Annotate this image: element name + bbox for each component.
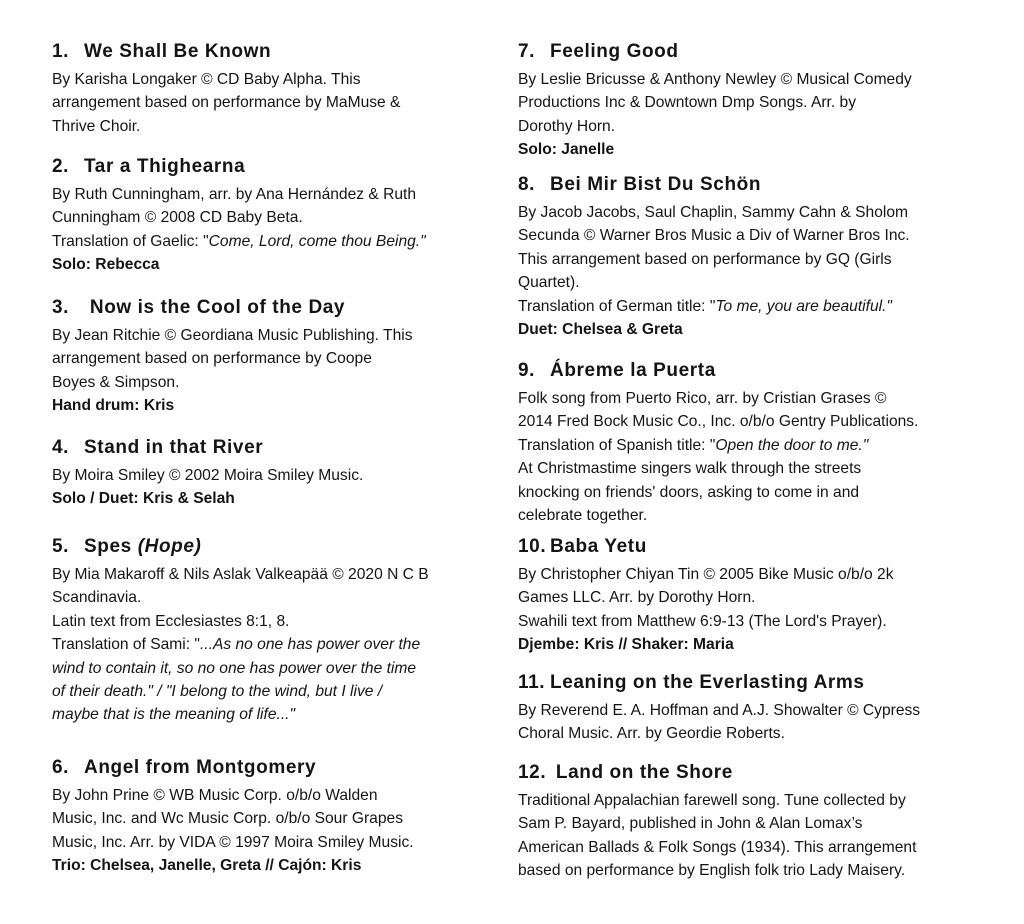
song-entry (52, 40, 492, 138)
credit-text: By John Prine © WB Music Corp. o/b/o Walden (52, 787, 378, 804)
credit-text: celebrate together. (518, 507, 648, 525)
credit-line (52, 633, 492, 656)
credit-line (518, 410, 988, 433)
credit-line (52, 371, 492, 394)
track-title: Now is the Cool of the Day (84, 297, 346, 318)
credit-text: based on performance by English folk trio Lady Maisery. (518, 862, 906, 880)
translation-text: Come, Lord, come thou Being." (208, 232, 426, 250)
song-title (518, 761, 988, 785)
credit-line (518, 699, 988, 722)
credit-line (518, 812, 988, 835)
track-number: 11. (518, 672, 546, 693)
track-title: Angel from Montgomery (84, 757, 317, 778)
credit-text: Scandinavia. (52, 589, 142, 607)
credit-text: arrangement based on performance by Coope (52, 350, 372, 368)
credit-line (52, 324, 492, 347)
credit-line (518, 201, 988, 224)
credit-line (52, 831, 492, 854)
credit-line (52, 586, 492, 609)
song-entry (518, 671, 988, 746)
performers: Duet: Chelsea & Greta (518, 321, 683, 339)
credit-line (518, 224, 988, 247)
credit-text: Cunningham © 2008 CD Baby Beta. (52, 209, 303, 227)
credit-text: At Christmastime singers walk through the streets (518, 460, 862, 478)
credit-text: By Moira Smiley © 2002 Moira Smiley Music. (52, 467, 364, 484)
credit-text: knocking on friends' doors, asking to come in and (518, 483, 860, 501)
track-number: 10. (518, 536, 547, 557)
credit-line (518, 586, 988, 609)
credit-text: Translation of Spanish title: " (518, 436, 716, 454)
song-title (52, 155, 492, 179)
credit-text: By Jacob Jacobs, Saul Chaplin, Sammy Cahn & Sholom (518, 204, 909, 221)
credit-line (52, 183, 492, 206)
track-number: 7. (518, 41, 536, 62)
song-entry (52, 535, 492, 727)
credit-text: Boyes & Simpson. (52, 373, 180, 391)
credit-text: arrangement based on performance by MaMuse & (52, 94, 401, 112)
credit-line (52, 464, 492, 487)
track-title: Leaning on the Everlasting Arms (550, 672, 865, 693)
credit-line (52, 91, 492, 114)
credit-text: Swahili text from Matthew 6:9-13 (The Lord's Prayer). (518, 612, 887, 630)
credit-line (518, 271, 988, 294)
song-entry (52, 155, 492, 277)
credit-line (52, 563, 492, 586)
track-title: Tar a Thighearna (84, 156, 246, 177)
credit-line (518, 295, 988, 318)
track-number: 9. (518, 360, 536, 381)
credit-text: 2014 Fred Bock Music Co., Inc. o/b/o Gentry Publications. (518, 413, 919, 431)
song-title (52, 296, 492, 320)
credit-line (518, 387, 988, 410)
credit-line (518, 610, 988, 633)
credit-line (518, 68, 988, 91)
song-title (518, 173, 988, 197)
song-title (52, 40, 492, 64)
song-title (518, 40, 988, 64)
song-entry (518, 359, 988, 527)
credit-line (518, 248, 988, 271)
credit-text: By Ruth Cunningham, arr. by Ana Hernández & Ruth (52, 186, 417, 203)
credit-line (52, 115, 492, 138)
credit-text: Translation of Gaelic: " (52, 232, 209, 250)
translation-text: ...As no one has power over the (199, 636, 421, 654)
translation-text: of their death." / "I belong to the wind, but I live / (52, 683, 383, 701)
credit-text: Sam P. Bayard, published in John & Alan Lomax’s (518, 815, 863, 833)
song-entry (52, 296, 492, 418)
credit-line (518, 434, 988, 457)
track-number: 2. (52, 156, 70, 177)
credit-text: American Ballads & Folk Songs (1934). This arrangement (518, 838, 917, 856)
song-title (518, 359, 988, 383)
credit-text: Dorothy Horn. (518, 117, 616, 135)
track-number: 6. (52, 757, 70, 778)
credit-line (518, 722, 988, 745)
credit-text: By Leslie Bricusse & Anthony Newley © Musical Comedy (518, 71, 912, 88)
credit-text: Productions Inc & Downtown Dmp Songs. Arr. by (518, 94, 857, 112)
credit-line (52, 68, 492, 91)
track-title: Stand in that River (84, 437, 264, 458)
translation-text: Open the door to me." (715, 436, 869, 454)
credit-line (52, 784, 492, 807)
credit-line (52, 347, 492, 370)
song-title (52, 436, 492, 460)
performers: Trio: Chelsea, Janelle, Greta // Cajón: Kris (52, 857, 362, 875)
translation-text: wind to contain it, so no one has power over the time (52, 659, 417, 677)
credit-text: By Karisha Longaker © CD Baby Alpha. This (52, 71, 361, 88)
credit-line (518, 836, 988, 859)
song-entry (52, 756, 492, 878)
track-number: 12. (518, 762, 547, 783)
performers: Djembe: Kris // Shaker: Maria (518, 636, 734, 654)
track-title: Baba Yetu (550, 536, 647, 557)
credit-line (518, 457, 988, 480)
song-entry (518, 535, 988, 657)
credit-text: Traditional Appalachian farewell song. Tune collected by (518, 792, 906, 809)
credit-text: By Mia Makaroff & Nils Aslak Valkeapää © 2020 N C B (52, 566, 429, 583)
translation-text: To me, you are beautiful." (715, 297, 892, 315)
credit-text: Music, Inc. Arr. by VIDA © 1997 Moira Smiley Music. (52, 833, 414, 851)
credit-line (518, 481, 988, 504)
credit-text: By Christopher Chiyan Tin © 2005 Bike Music o/b/o 2k (518, 566, 894, 583)
credit-text: Choral Music. Arr. by Geordie Roberts. (518, 725, 785, 743)
credit-line (518, 115, 988, 138)
credit-line (518, 789, 988, 812)
performers: Solo: Janelle (518, 141, 615, 159)
performers: Solo / Duet: Kris & Selah (52, 490, 235, 508)
song-entry (518, 173, 988, 341)
credit-line (52, 703, 492, 726)
credit-line (52, 807, 492, 830)
song-title (52, 756, 492, 780)
track-number: 4. (52, 437, 70, 458)
credit-text: This arrangement based on performance by GQ (Girls (518, 250, 892, 268)
credit-text: Folk song from Puerto Rico, arr. by Cristian Grases © (518, 390, 887, 407)
credit-text: By Reverend E. A. Hoffman and A.J. Showalter © Cypress (518, 702, 921, 719)
performers: Hand drum: Kris (52, 397, 175, 415)
track-number: 1. (52, 41, 70, 62)
credit-line (518, 91, 988, 114)
song-entry (518, 40, 988, 162)
translation-text: maybe that is the meaning of life..." (52, 706, 296, 724)
credit-line (518, 563, 988, 586)
track-title: We Shall Be Known (84, 41, 272, 62)
song-entry (52, 436, 492, 511)
track-number: 8. (518, 174, 536, 195)
credit-line (518, 859, 988, 882)
credit-text: Thrive Choir. (52, 117, 141, 135)
credit-text: Quartet). (518, 274, 580, 292)
track-title: Bei Mir Bist Du Schön (550, 174, 762, 195)
credit-text: Latin text from Ecclesiastes 8:1, 8. (52, 612, 290, 630)
performers: Solo: Rebecca (52, 256, 160, 274)
credit-line (518, 504, 988, 527)
credit-line (52, 680, 492, 703)
credit-text: Games LLC. Arr. by Dorothy Horn. (518, 589, 756, 607)
track-title: Ábreme la Puerta (550, 360, 716, 381)
track-title: Land on the Shore (550, 762, 733, 783)
credit-text: Secunda © Warner Bros Music a Div of Warner Bros Inc. (518, 227, 910, 245)
song-title (518, 535, 988, 559)
credit-text: Translation of Sami: " (52, 636, 200, 654)
track-title: Feeling Good (550, 41, 679, 62)
song-title (518, 671, 988, 695)
track-subtitle: (Hope) (137, 536, 202, 557)
track-number: 5. (52, 536, 70, 557)
track-number: 3. (52, 297, 70, 318)
credit-line (52, 206, 492, 229)
credit-line (52, 230, 492, 253)
song-entry (518, 761, 988, 883)
credit-text: Music, Inc. and Wc Music Corp. o/b/o Sour Grapes (52, 810, 403, 828)
credit-line (52, 610, 492, 633)
song-title (52, 535, 492, 559)
credit-text: By Jean Ritchie © Geordiana Music Publishing. This (52, 327, 413, 344)
track-title: Spes (84, 536, 138, 557)
credit-text: Translation of German title: " (518, 297, 716, 315)
credit-line (52, 657, 492, 680)
